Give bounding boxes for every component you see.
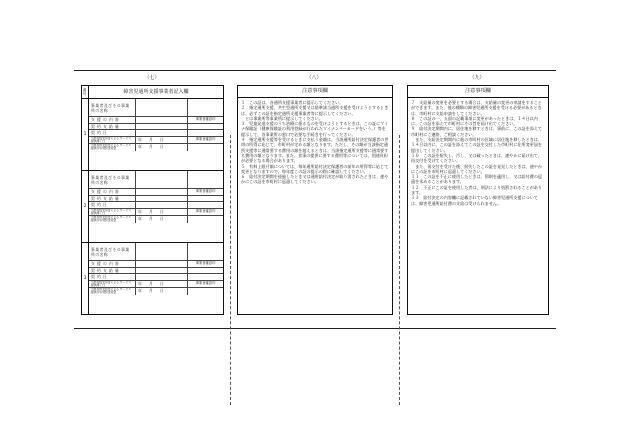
remaining-volume-field[interactable]: 年 月 日 bbox=[135, 216, 187, 223]
confirm-seal-field[interactable] bbox=[187, 288, 223, 295]
confirm-seal-field[interactable] bbox=[187, 124, 223, 130]
blank-cell bbox=[187, 171, 223, 188]
service-end-date-field[interactable]: 年 月 日 bbox=[135, 281, 187, 288]
blank-cell bbox=[187, 99, 223, 116]
confirm-seal-field[interactable] bbox=[187, 268, 223, 274]
fold-line bbox=[230, 135, 231, 405]
notes-panel-right bbox=[407, 85, 549, 315]
provider-name-field[interactable] bbox=[135, 171, 187, 188]
contract-volume-label: 契 約 支 給 量 bbox=[91, 267, 120, 273]
contract-volume-field[interactable] bbox=[135, 268, 187, 274]
confirm-seal-field[interactable] bbox=[187, 202, 223, 208]
contract-date-label: 契 約 日 bbox=[91, 274, 108, 279]
page-number: （八） bbox=[306, 75, 322, 81]
provider-confirm-label: 事業者確認印 bbox=[187, 281, 223, 288]
remaining-volume-label: 当該契約支給量による サービス提供中の契約支給量 bbox=[91, 144, 132, 151]
contract-date-field[interactable] bbox=[135, 202, 187, 208]
provider-name-field[interactable] bbox=[135, 243, 187, 260]
provider-name-label: 事業者及びその事業所の名称 bbox=[91, 102, 130, 113]
support-content-label: 支 援 の 内 容 bbox=[91, 189, 120, 194]
remaining-volume-label: 当該契約支給量による サービス提供中の契約支給量 bbox=[91, 288, 132, 295]
support-content-label: 支 援 の 内 容 bbox=[91, 117, 120, 122]
contract-volume-label: 契 約 支 給 量 bbox=[91, 195, 120, 201]
provider-confirm-label: 事業者確認印 bbox=[187, 189, 223, 195]
sequence-header: 番号 bbox=[82, 86, 88, 99]
confirm-seal-field[interactable] bbox=[187, 216, 223, 223]
contract-volume-field[interactable] bbox=[135, 196, 187, 202]
provider-entry-block bbox=[89, 99, 223, 171]
provider-confirm-label: 事業者確認印 bbox=[187, 117, 223, 123]
provider-name-label: 事業者及びその事業所の名称 bbox=[91, 174, 130, 185]
confirm-seal-field[interactable] bbox=[187, 130, 223, 136]
blank-cell bbox=[187, 243, 223, 260]
contract-date-label: 契 約 日 bbox=[91, 202, 108, 207]
sequence-number: 1 bbox=[82, 99, 88, 171]
notes-text: １ この証は、各通所支援事業者に提示してください。 ２ 指定通所支援、共生型通所支援又は基準該当通所支援を受けようとするときは、必ずこの証を指定通所支援事業者等に提示してください。 とは事業所等事業所に提示してください。 ３ 児童発達支援のうち治療に係るものを受けようとするときは、この証にマイナ保険証（健康保険証の利用登録が行われたマイナンバーカードをいう。）等を提示して、各事業所の窓口で必要な手続きを行ってください。 ４ 指定通所支援等を受けるときに支払う金額は、当該通所給付決定保護者の世帯の所得に応じて、市町村が定める額となります。ただし、その額が当該指定通所支援等に通常要する費用の額を超えるときは、当該指定通所支援等に通常要する費用の額となります。また、食事の提供に要する費用等については、別途負担が必要となる場合があります。 ５ 有料上限月額については、毎年通所給付決定保護者の前年の所得等に応じて変更となりますので、毎年度この証の提示の際に確認してください。 ６ 給付決定期間を経過したとき又は通所給付決定が取り消されたときは、速やかにこの証を市町村に返還してください。 bbox=[241, 100, 389, 185]
contract-volume-field[interactable] bbox=[135, 124, 187, 130]
notes-title: 注意事項欄 bbox=[408, 86, 548, 98]
provider-entry-block bbox=[89, 243, 223, 314]
support-content-field[interactable] bbox=[135, 189, 187, 195]
contract-date-field[interactable] bbox=[135, 274, 187, 280]
provider-confirm-label: 事業者確認印 bbox=[187, 261, 223, 267]
contract-date-label: 契 約 日 bbox=[91, 130, 108, 135]
remaining-volume-field[interactable]: 年 月 日 bbox=[135, 288, 187, 295]
remaining-volume-field[interactable]: 年 月 日 bbox=[135, 144, 187, 151]
contract-volume-label: 契 約 支 給 量 bbox=[91, 123, 120, 129]
page-number: （九） bbox=[469, 75, 485, 81]
fold-line bbox=[399, 135, 400, 405]
form-title: 障害児通所支援事業者記入欄 bbox=[89, 86, 223, 99]
sequence-number: 3 bbox=[83, 276, 87, 281]
confirm-seal-field[interactable] bbox=[187, 144, 223, 151]
notes-title: 注意事項欄 bbox=[238, 86, 392, 98]
contract-date-field[interactable] bbox=[135, 130, 187, 136]
sequence-column bbox=[82, 86, 89, 314]
support-content-field[interactable] bbox=[135, 117, 187, 123]
remaining-volume-label: 当該契約支給量による サービス提供中の契約支給量 bbox=[91, 216, 132, 223]
support-content-label: 支 援 の 内 容 bbox=[91, 261, 120, 266]
provider-confirm-label: 事業者確認印 bbox=[187, 137, 223, 144]
support-content-field[interactable] bbox=[135, 261, 187, 267]
service-end-date-field[interactable]: 年 月 日 bbox=[135, 137, 187, 144]
service-end-date-label: 当該契約支給量による サービス提供終了日 bbox=[91, 208, 132, 215]
provider-entry-form bbox=[81, 85, 224, 315]
notes-text: ７ 支給量の変更を必要とする場合は、支給量の変更の申請をすることができます。また、他の種類の障害児通所支援を受ける必要があるときは、市町村に支給申請をしてください。 ８ この証の一、五面の記載事項に変更があったときは、１４日以内に、この証を添えて市町村にその旨を届け出てください。 ９ 給付決定期間内に、居住地を移すときは、事前に、この証を添えて市町村にご連絡、ご相談ください。 また、支給決定期間内に他の市町村の区域に居住地を移したときは、１４日以内に、この証を添えてこの証を交付した市町村に住所変更届を提出してください。 １０ この証を紛失し、汚し、又は破ったときは、速やかに届け出て、再交付を受けてください。 また、再交付を受けた後、紛失したこの証を発見したときは、速やかにこの証を市町村に返還してください。 １１ この証を不正に使用したときは、罰則を適用し、又は給付費の返還を求めることがあります。 １２ 不正にこの証を使用した者は、刑法により処罰されることがあります。 １３ 給付決定の内容欄に記載されていない障害児通所支援については、障害児通所給付費の支給は受けられません。 bbox=[411, 100, 542, 206]
notes-panel-middle bbox=[237, 85, 393, 315]
service-end-date-field[interactable]: 年 月 日 bbox=[135, 209, 187, 216]
service-end-date-label: 当該契約支給量による サービス提供終了日 bbox=[91, 136, 132, 143]
sequence-number: 2 bbox=[82, 171, 88, 243]
provider-name-field[interactable] bbox=[135, 99, 187, 116]
recipient-certificate-sheet bbox=[74, 70, 556, 329]
provider-name-label: 事業者及びその事業所の名称 bbox=[91, 246, 130, 257]
confirm-seal-field[interactable] bbox=[187, 196, 223, 202]
confirm-seal-field[interactable] bbox=[187, 274, 223, 280]
page-number: （七） bbox=[144, 75, 160, 81]
provider-confirm-label: 事業者確認印 bbox=[187, 209, 223, 216]
provider-entry-block bbox=[89, 171, 223, 243]
service-end-date-label: 当該契約支給量による サービス提供終了日 bbox=[91, 280, 132, 287]
